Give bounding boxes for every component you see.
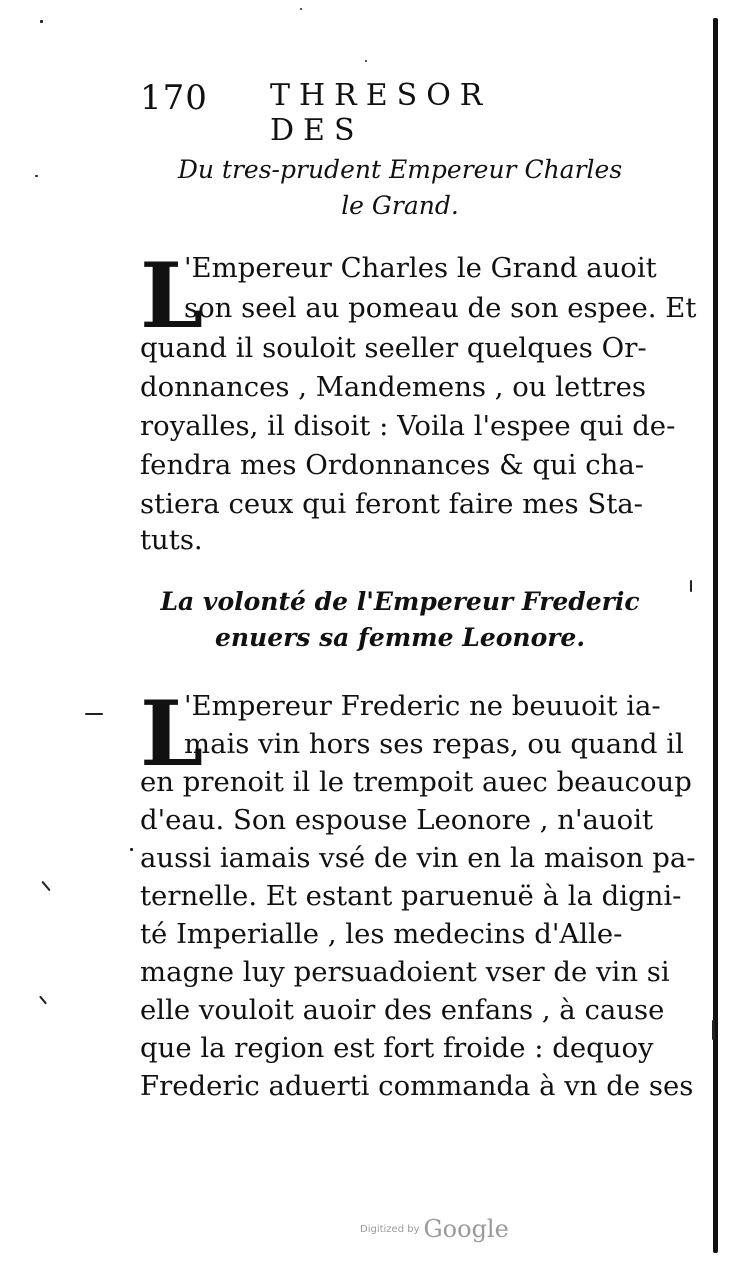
text-line: quand il souloit seeller quelques Or- (140, 332, 647, 364)
digitized-by-label: Digitized by (360, 1223, 420, 1235)
section-heading-charles (150, 152, 650, 224)
text-line: magne luy persuadoient vser de vin si (140, 956, 670, 988)
running-title: THRESOR DES (270, 78, 492, 148)
text-line: donnances , Mandemens , ou lettres (140, 371, 646, 403)
text-line: son seel au pomeau de son espee. Et (184, 292, 697, 324)
text-line: 'Empereur Charles le Grand auoit (184, 252, 657, 284)
text-line: elle vouloit auoir des enfans , à cause (140, 994, 665, 1026)
paragraph-frederic (140, 681, 696, 1110)
text-line: tuts. (140, 524, 203, 556)
paragraph-charles (140, 243, 697, 562)
text-line: aussi iamais vsé de vin en la maison pa- (140, 842, 696, 874)
heading-line: le Grand. (341, 191, 459, 220)
heading-line: La volonté de l'Empereur Frederic (160, 587, 640, 616)
google-digitized-watermark (360, 1215, 509, 1243)
drop-cap: L (140, 243, 204, 349)
text-line: stiera ceux qui feront faire mes Sta- (140, 488, 643, 520)
text-line: Frederic aduerti commanda à vn de ses (140, 1070, 694, 1102)
text-line: fendra mes Ordonnances & qui cha- (140, 449, 645, 481)
text-line: d'eau. Son espouse Leonore , n'auoit (140, 804, 654, 836)
page-number: 170 (140, 78, 208, 118)
text-line: royalles, il disoit : Voila l'espee qui de- (140, 410, 676, 442)
drop-cap: L (140, 681, 204, 787)
heading-line: enuers sa femme Leonore. (214, 623, 586, 652)
google-logo-text: Google (423, 1215, 509, 1243)
heading-line: Du tres-prudent Empereur Charles (177, 155, 623, 184)
text-line: 'Empereur Frederic ne beuuoit ia- (184, 690, 661, 722)
binding-edge-line (713, 18, 718, 1253)
text-line: en prenoit il le trempoit auec beaucoup (140, 766, 692, 798)
running-header (140, 78, 590, 148)
text-line: que la region est fort froide : dequoy (140, 1032, 654, 1064)
section-heading-frederic (150, 584, 650, 656)
text-line: té Imperialle , les medecins d'Alle- (140, 918, 623, 950)
text-line: mais vin hors ses repas, ou quand il (184, 728, 684, 760)
text-line: ternelle. Et estant paruenuë à la digni- (140, 880, 682, 912)
